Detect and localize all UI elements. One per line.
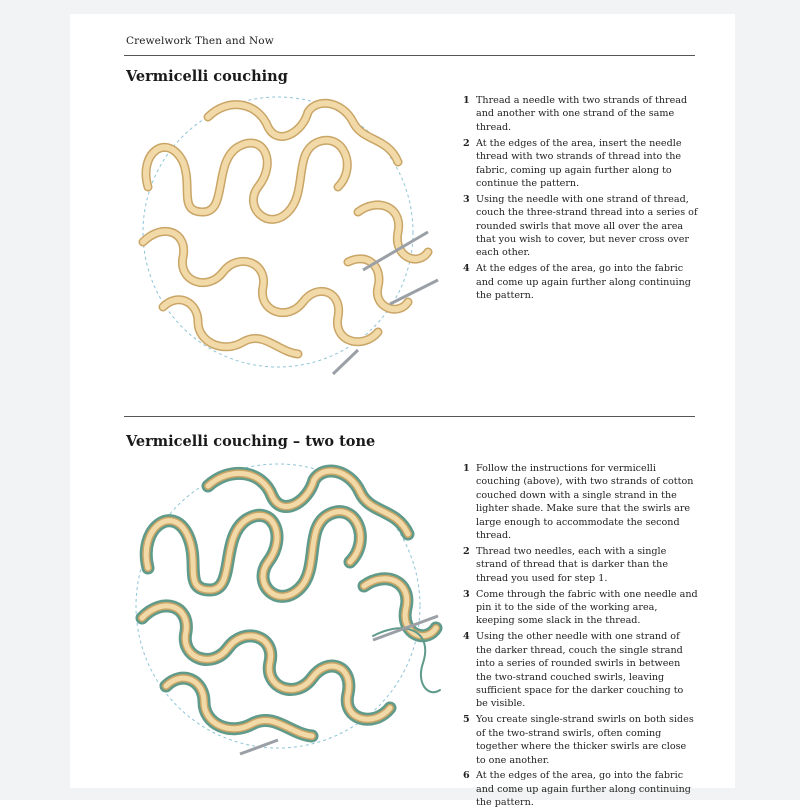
two-tone-thread-swirls [142, 471, 440, 736]
couched-thread-swirls [143, 103, 428, 354]
section-divider-rule [124, 416, 695, 417]
vermicelli-couching-illustration [128, 92, 448, 377]
right-margin-band [735, 0, 800, 800]
step-item: 2 At the edges of the area, insert the needle thread with two strands of thread into the fabric, coming up again further along to continue the pattern. [463, 137, 682, 189]
steps-list-two-tone [463, 462, 698, 812]
left-margin-band [0, 0, 70, 800]
section-title-vermicelli: Vermicelli couching [126, 68, 288, 85]
section-title-two-tone: Vermicelli couching – two tone [126, 433, 376, 450]
step-item: 5 You create single-strand swirls on both sides of the two-strand swirls, often coming together where the thicker swirls are close to one another. [463, 714, 694, 766]
step-item: 6 At the edges of the area, go into the fabric and come up again further along continuing the pattern. [463, 770, 691, 809]
top-margin-band [70, 0, 735, 14]
step-item: 2 Thread two needles, each with a single strand of thread that is darker than the thread you used for step 1. [463, 545, 669, 584]
step-item: 1 Follow the instructions for vermicelli couching (above), with two strands of cotton couched down with a single strand in the lighter shade. Make sure that the swirls are large enough to accommodate the second thread. [463, 463, 694, 542]
header-rule [124, 55, 695, 56]
step-item: 4 At the edges of the area, go into the fabric and come up again further along continuing the pattern. [463, 263, 691, 302]
step-item: 3 Come through the fabric with one needle and pin it to the side of the working area, keeping some slack in the thread. [463, 588, 698, 627]
steps-list-vermicelli [463, 94, 698, 305]
step-item: 3 Using the needle with one strand of thread, couch the three-strand thread into a series of rounded swirls that move all over the area that you wish to cover, but never cross over each other. [463, 193, 698, 259]
running-head: Crewelwork Then and Now [126, 35, 274, 47]
step-item: 1 Thread a needle with two strands of thread and another with one strand of the same thread. [463, 95, 688, 133]
step-item: 4 Using the other needle with one strand of the darker thread, couch the single strand into a series of rounded swirls in between the two-strand couched swirls, leaving sufficient space for the darker couching to be visible. [463, 631, 684, 710]
two-tone-couching-illustration [128, 458, 448, 758]
